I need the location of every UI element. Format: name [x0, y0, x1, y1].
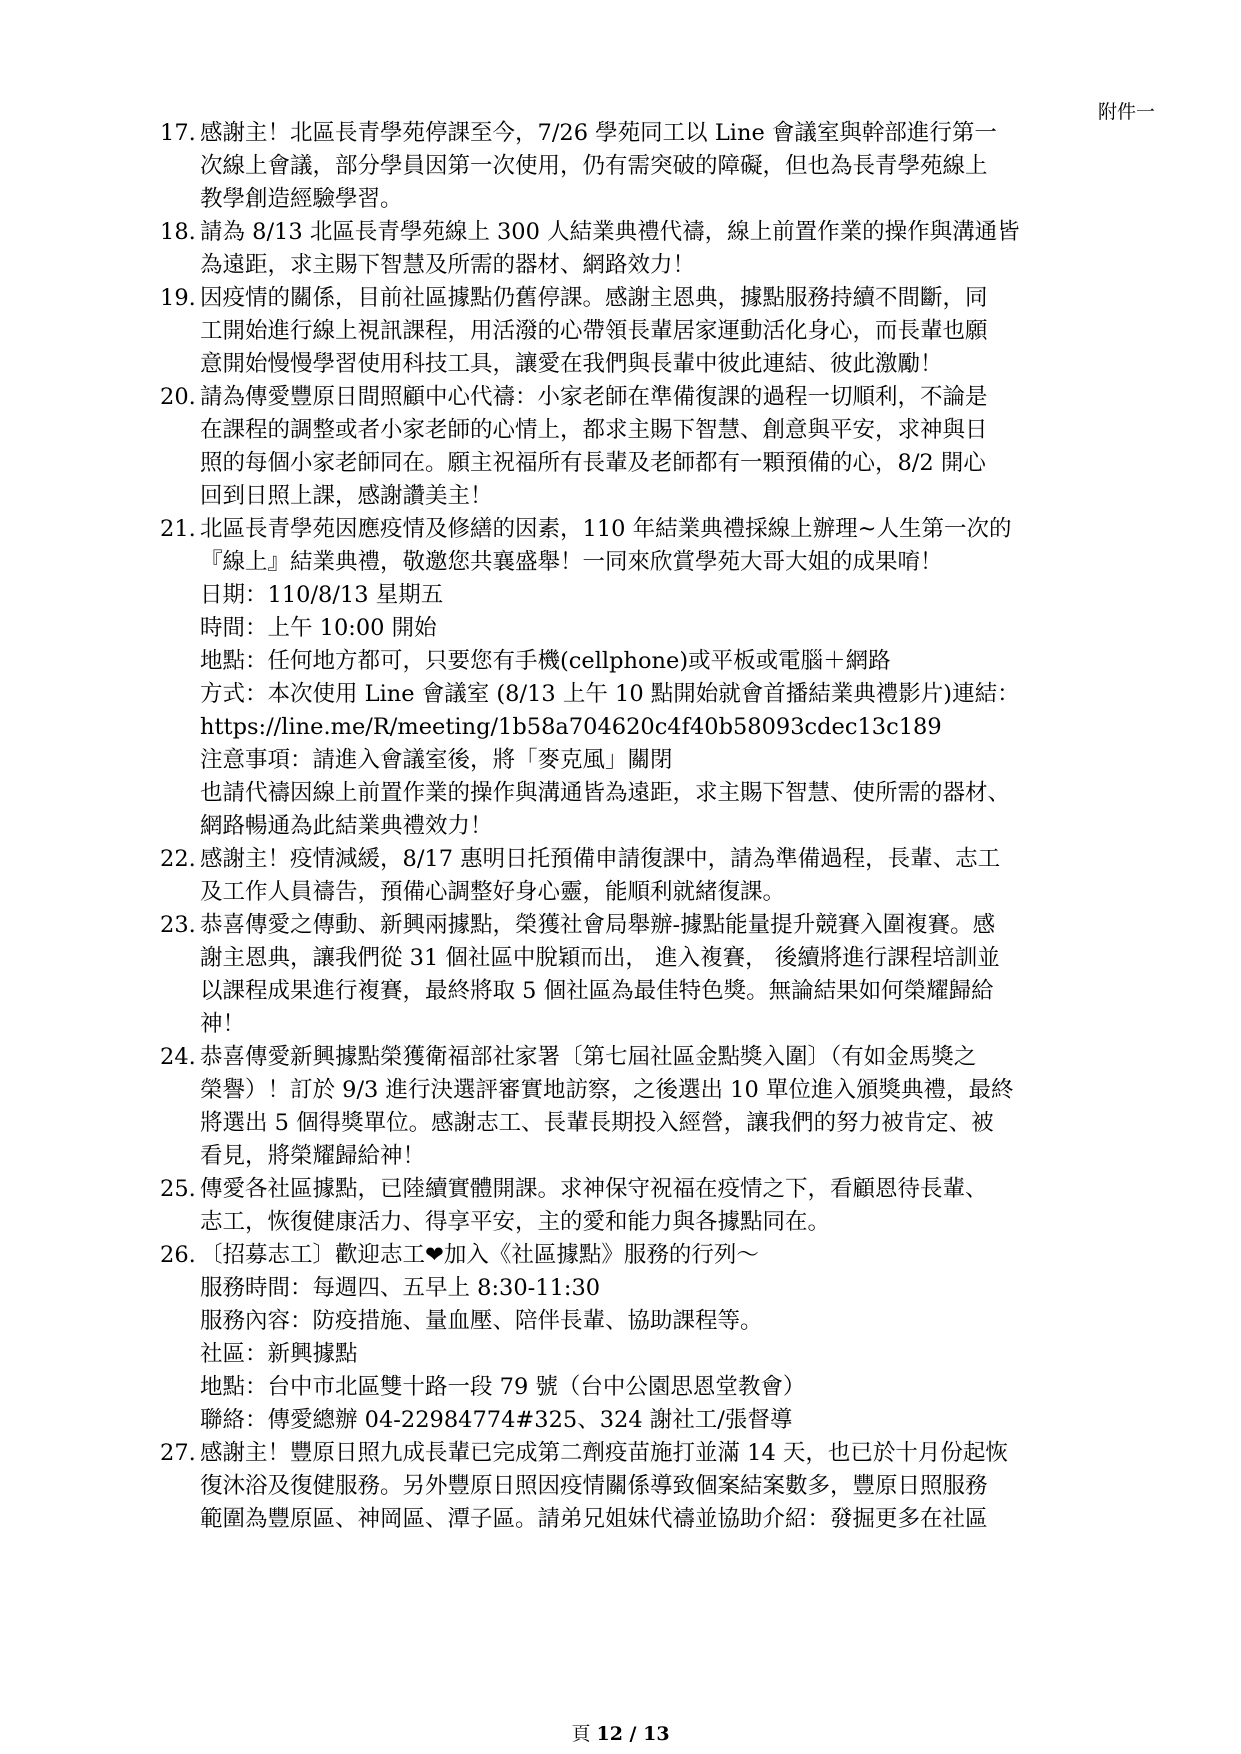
page-separator: / — [622, 1723, 644, 1745]
list-item — [160, 1437, 1162, 1536]
item-number: 17. — [160, 120, 196, 146]
item-number: 25. — [160, 1176, 196, 1202]
list-item — [160, 1173, 1162, 1239]
item-number: 24. — [160, 1044, 196, 1070]
item-text: 請為 8/13 北區長青學苑線上 300 人結業典禮代禱，線上前置作業的操作與溝通皆 為遠距，求主賜下智慧及所需的器材、網路效力！ — [200, 219, 1020, 278]
list-item — [160, 1239, 1162, 1437]
item-text: 恭喜傳愛之傳動、新興兩據點，榮獲社會局舉辦-據點能量提升競賽入圍複賽。感 謝主恩典，讓我們從 31 個社區中脫穎而出， 進入複賽， 後續將進行課程培訓並 以課程成果進行複賽，最終將取 5 個社區為最佳特色獎。無論結果如何榮耀歸給 神！ — [200, 912, 1000, 1037]
item-number: 23. — [160, 912, 196, 938]
item-text: 傳愛各社區據點，已陸續實體開課。求神保守祝福在疫情之下，看顧恩待長輩、 志工，恢復健康活力、得享平安，主的愛和能力與各據點同在。 — [200, 1176, 988, 1235]
list-item — [160, 117, 1162, 216]
item-text: 感謝主！豐原日照九成長輩已完成第二劑疫苗施打並滿 14 天，也已於十月份起恢 復沐浴及復健服務。另外豐原日照因疫情關係導致個案結案數多，豐原日照服務 範圍為豐原區、神岡區、潭子區。請弟兄姐妹代禱並協助介紹：發掘更多在社區 — [200, 1440, 1008, 1532]
item-number: 19. — [160, 285, 196, 311]
item-number: 20. — [160, 384, 196, 410]
item-text: 感謝主！疫情減緩，8/17 惠明日托預備申請復課中，請為準備過程，長輩、志工 及工作人員禱告，預備心調整好身心靈，能順利就緒復課。 — [200, 846, 1001, 905]
list-item — [160, 909, 1162, 1041]
page-prefix: 頁 — [571, 1723, 597, 1745]
list-item — [160, 381, 1162, 513]
item-text: 感謝主！北區長青學苑停課至今，7/26 學苑同工以 Line 會議室與幹部進行第一 次線上會議，部分學員因第一次使用，仍有需突破的障礙，但也為長青學苑線上 教學創造經驗學習。 — [200, 120, 997, 212]
page-number: 12 — [596, 1723, 623, 1745]
list-item — [160, 513, 1162, 843]
page-total: 13 — [643, 1723, 670, 1745]
list-item — [160, 282, 1162, 381]
list-item — [160, 843, 1162, 909]
item-text: 北區長青學苑因應疫情及修繕的因素，110 年結業典禮採線上辦理~人生第一次的 『線上』結業典禮，敬邀您共襄盛舉！一同來欣賞學苑大哥大姐的成果唷！ 日期：110/8/13 星期五 時間：上午 10:00 開始 地點：任何地方都可，只要您有手機(cellphone)或平板或電腦＋網路 方式：本次使用 Line 會議室 (8/13 上午 10 點開始就會首播結業典禮影片)連結： https://line.me/R/meeting/1b58a704620c4f40b58093cdec13c189 注意事項：請進入會議室後，將「麥克風」關閉 也請代禱因線上前置作業的操作與溝通皆為遠距，求主賜下智慧、使所需的器材、 網路暢通為此結業典禮效力！ — [200, 516, 1020, 839]
list-item — [160, 1041, 1162, 1173]
page-footer — [0, 1722, 1241, 1746]
attachment-label: 附件一 — [1097, 101, 1155, 123]
item-number: 18. — [160, 219, 196, 245]
item-number: 21. — [160, 516, 196, 542]
item-number: 26. — [160, 1242, 196, 1268]
item-number: 27. — [160, 1440, 196, 1466]
list-item — [160, 216, 1162, 282]
item-text: 因疫情的關係，目前社區據點仍舊停課。感謝主恩典，據點服務持續不間斷，同 工開始進行線上視訊課程，用活潑的心帶領長輩居家運動活化身心，而長輩也願 意開始慢慢學習使用科技工具，讓愛在我們與長輩中彼此連結、彼此激勵！ — [200, 285, 988, 377]
item-text: 恭喜傳愛新興據點榮獲衛福部社家署〔第七屆社區金點獎入圍〕（有如金馬獎之 榮譽）！訂於 9/3 進行決選評審實地訪察，之後選出 10 單位進入頒獎典禮，最終 將選出 5 個得獎單位。感謝志工、長輩長期投入經營，讓我們的努力被肯定、被 看見，將榮耀歸給神！ — [200, 1044, 1014, 1169]
item-text: 〔招募志工〕歡迎志工❤加入《社區據點》服務的行列～ 服務時間：每週四、五早上 8:30-11:30 服務內容：防疫措施、量血壓、陪伴長輩、協助課程等。 社區：新興據點 地點：台中市北區雙十路一段 79 號（台中公園思恩堂教會） 聯絡：傳愛總辦 04-22984774#325、324 謝社工/張督導 — [200, 1242, 806, 1433]
item-text: 請為傳愛豐原日間照顧中心代禱：小家老師在準備復課的過程一切順利，不論是 在課程的調整或者小家老師的心情上，都求主賜下智慧、創意與平安，求神與日 照的每個小家老師同在。願主祝福所有長輩及老師都有一顆預備的心，8/2 開心 回到日照上課，感謝讚美主！ — [200, 384, 988, 509]
item-number: 22. — [160, 846, 196, 872]
